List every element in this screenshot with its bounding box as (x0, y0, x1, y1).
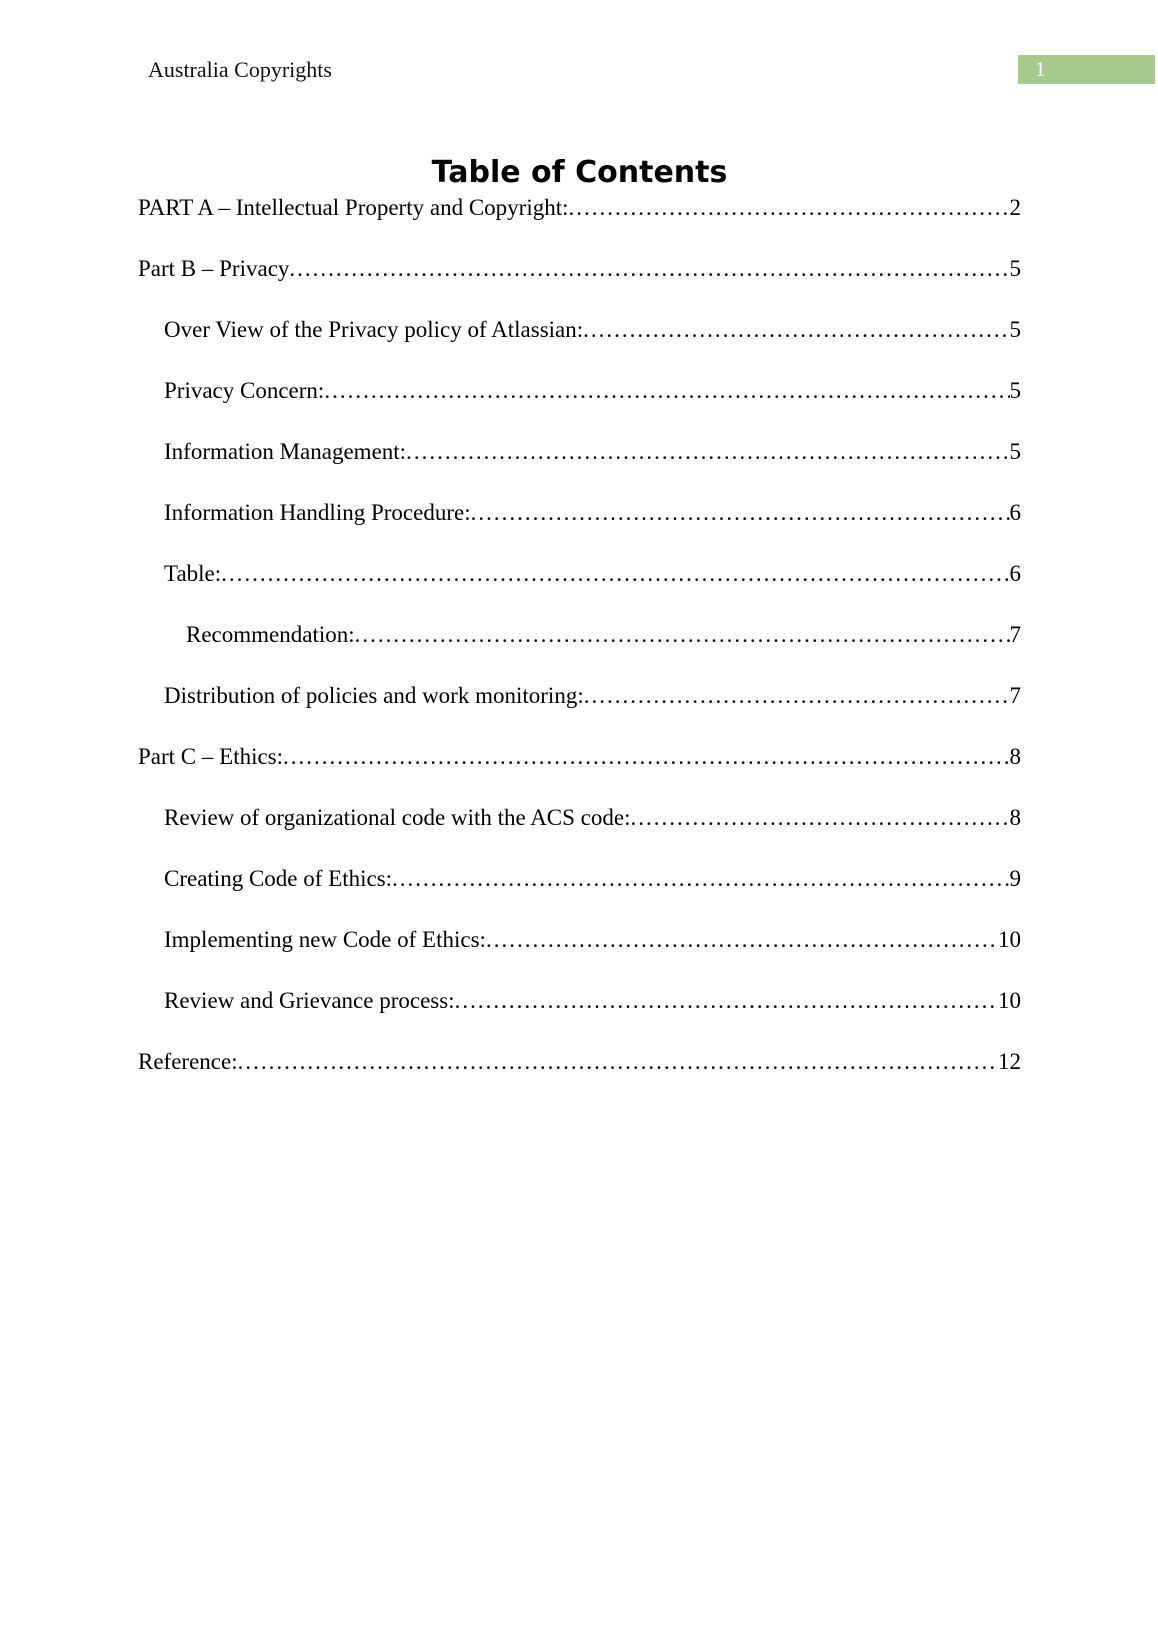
toc-entry-label: Implementing new Code of Ethics: (164, 927, 486, 952)
toc-entry-label: Privacy Concern: (164, 378, 325, 403)
toc-entry[interactable] (138, 440, 1021, 464)
dot-leader (486, 928, 998, 952)
toc-entry-label: Information Management: (164, 439, 407, 464)
toc-entry-page: 6 (1009, 500, 1021, 525)
dot-leader (392, 867, 1009, 891)
toc-entry-page: 2 (1009, 195, 1021, 220)
toc-entry[interactable] (138, 501, 1021, 525)
toc-entry-label: Table: (164, 561, 222, 586)
toc-entry[interactable] (138, 379, 1021, 403)
toc-entry-label: Part C – Ethics: (138, 744, 284, 769)
dot-leader (471, 501, 1010, 525)
dot-leader (583, 318, 1009, 342)
toc-entry-label: PART A – Intellectual Property and Copyright: (138, 195, 569, 220)
toc-entry-label: Recommendation: (186, 622, 355, 647)
toc-entry-page: 6 (1009, 561, 1021, 586)
document-header-title: Australia Copyrights (148, 57, 332, 82)
toc-entry-page: 10 (998, 927, 1021, 952)
toc-entry-page: 5 (1009, 378, 1021, 403)
toc-entry[interactable] (138, 196, 1021, 220)
toc-entry-page: 12 (998, 1049, 1021, 1074)
toc-entry[interactable] (138, 623, 1021, 647)
dot-leader (406, 440, 1009, 464)
toc-entry-label: Creating Code of Ethics: (164, 866, 393, 891)
toc-entry[interactable] (138, 318, 1021, 342)
toc-entry[interactable] (138, 928, 1021, 952)
toc-entry-page: 9 (1009, 866, 1021, 891)
dot-leader (238, 1050, 998, 1074)
toc-entry-page: 8 (1009, 744, 1021, 769)
toc-entry-label: Reference: (138, 1049, 238, 1074)
toc-entry[interactable] (138, 562, 1021, 586)
toc-entry-label: Information Handling Procedure: (164, 500, 471, 525)
toc-entry[interactable] (138, 806, 1021, 830)
toc-entry-page: 5 (1009, 317, 1021, 342)
toc-entry-label: Over View of the Privacy policy of Atlassian: (164, 317, 584, 342)
toc-entry-page: 5 (1009, 256, 1021, 281)
dot-leader (584, 684, 1010, 708)
toc-entry-label: Review of organizational code with the ACS code: (164, 805, 631, 830)
toc-entry-label: Part B – Privacy (138, 256, 290, 281)
toc-title: Table of Contents (431, 155, 728, 190)
toc-entry[interactable] (138, 867, 1021, 891)
page-number: 1 (1035, 57, 1046, 81)
dot-leader (355, 623, 1010, 647)
dot-leader (289, 257, 1009, 281)
dot-leader (631, 806, 1010, 830)
toc-entry-page: 8 (1009, 805, 1021, 830)
toc-entry[interactable] (138, 989, 1021, 1013)
dot-leader (324, 379, 1009, 403)
toc-entry[interactable] (138, 1050, 1021, 1074)
toc-entry[interactable] (138, 745, 1021, 769)
dot-leader (221, 562, 1009, 586)
dot-leader (283, 745, 1009, 769)
toc-entry[interactable] (138, 257, 1021, 281)
dot-leader (569, 196, 1010, 220)
toc-entry-page: 5 (1009, 439, 1021, 464)
toc-entry-page: 7 (1009, 683, 1021, 708)
toc-entry[interactable] (138, 684, 1021, 708)
toc-entry-page: 10 (998, 988, 1021, 1013)
toc-entry-label: Review and Grievance process: (164, 988, 455, 1013)
toc-entry-label: Distribution of policies and work monitoring: (164, 683, 584, 708)
dot-leader (455, 989, 998, 1013)
page-number-badge (1018, 55, 1155, 84)
toc-list (138, 196, 1021, 1111)
toc-entry-page: 7 (1009, 622, 1021, 647)
